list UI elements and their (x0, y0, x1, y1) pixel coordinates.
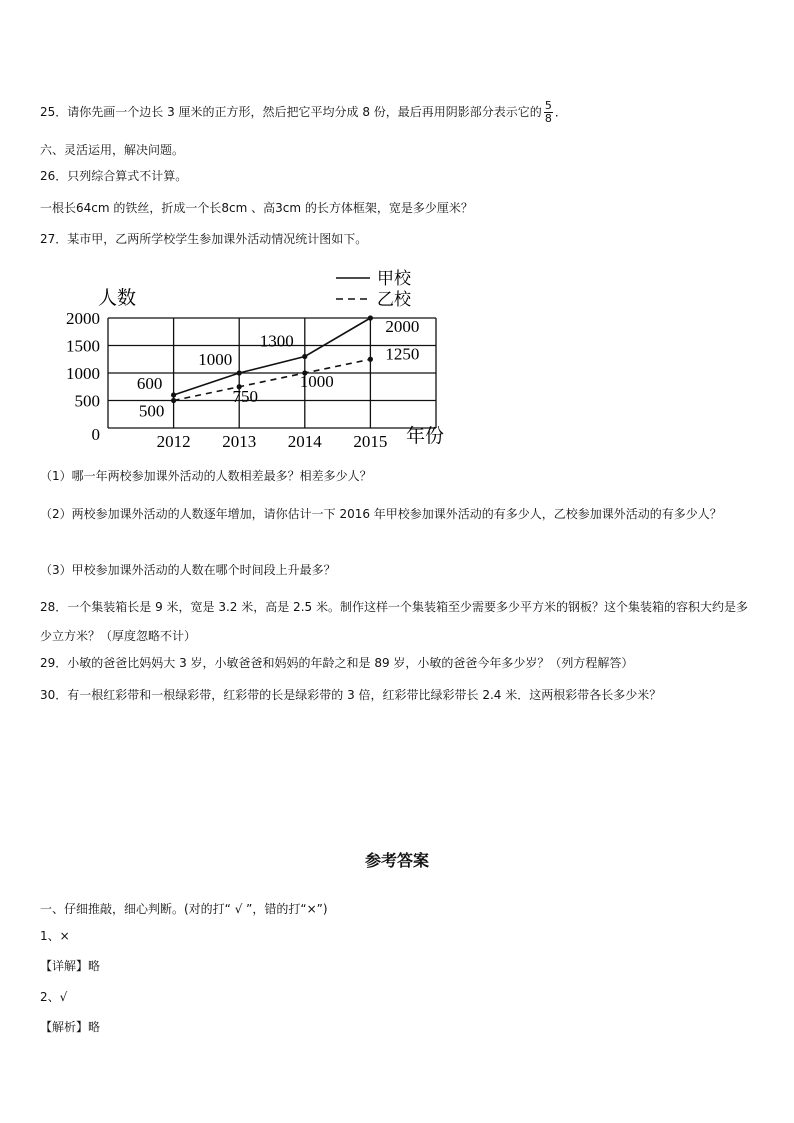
data-label: 500 (138, 401, 165, 421)
y-tick-label: 1000 (66, 364, 100, 383)
data-point (171, 392, 176, 397)
question-26-text: 一根长64cm 的铁丝，折成一个长8cm 、高3cm 的长方体框架，宽是多少厘米？ (40, 201, 473, 215)
x-axis-ticks (157, 432, 388, 451)
data-label: 750 (232, 386, 258, 406)
chart-legend (336, 269, 412, 309)
question-27-sub2: （2）两校参加课外活动的人数逐年增加，请你估计一下 2016 年甲校参加课外活动的有多少人，乙校参加课外活动的有多少人？ (40, 507, 722, 521)
answer-section-1: 一、仔细推敲，细心判断。(对的打“ √ ”，错的打“×”) (40, 902, 328, 916)
data-label: 600 (136, 374, 163, 393)
chart-series (137, 315, 420, 420)
data-label: 1300 (259, 331, 294, 351)
data-label: 1250 (385, 344, 420, 364)
x-tick-label: 2013 (222, 432, 257, 451)
y-tick-label: 0 (91, 425, 100, 444)
y-tick-label: 2000 (66, 309, 100, 328)
answer-1-detail: 【详解】略 (40, 959, 101, 973)
fraction-denominator: 8 (544, 112, 552, 125)
x-tick-label: 2012 (156, 432, 191, 451)
y-axis-label: 人数 (98, 288, 137, 309)
question-25 (40, 100, 567, 125)
y-axis-ticks (66, 309, 100, 444)
data-label: 1000 (198, 350, 233, 369)
data-point (368, 315, 373, 320)
legend-label: 甲校 (377, 269, 411, 288)
question-30: 30．有一根红彩带和一根绿彩带，红彩带的长是绿彩带的 3 倍，红彩带比绿彩带长 2.4 米．这两根彩带各长多少米？ (40, 688, 662, 702)
question-27-sub1: （1）哪一年两校参加课外活动的人数相差最多？相差多少人？ (40, 469, 372, 483)
y-tick-label: 500 (74, 391, 100, 411)
q25-text: 25．请你先画一个边长 3 厘米的正方形，然后把它平均分成 8 份，最后再用阴影部分表示它的 (40, 105, 542, 119)
data-label: 1000 (299, 372, 334, 391)
section-6-heading: 六、灵活运用，解决问题。 (40, 143, 185, 157)
line-chart (40, 262, 460, 452)
question-29: 29．小敏的爸爸比妈妈大 3 岁，小敏爸爸和妈妈的年龄之和是 89 岁，小敏的爸爸今年多少岁？（列方程解答） (40, 656, 634, 670)
answer-2: 2、√ (40, 990, 68, 1004)
fraction-numerator: 5 (544, 99, 552, 112)
answer-title: 参考答案 (364, 851, 429, 870)
question-27-sub3: （3）甲校参加课外活动的人数在哪个时间段上升最多？ (40, 563, 336, 577)
y-tick-label: 1500 (66, 336, 100, 356)
data-point (171, 398, 176, 403)
q25-text-end: ． (554, 105, 567, 119)
answer-1: 1、× (40, 929, 70, 943)
x-tick-label: 2014 (287, 432, 322, 451)
legend-label: 乙校 (377, 290, 411, 309)
question-27-intro: 27．某市甲，乙两所学校学生参加课外活动情况统计图如下。 (40, 232, 368, 246)
question-26-instruction: 26．只列综合算式不计算。 (40, 169, 188, 183)
data-point (368, 357, 373, 362)
x-axis-label: 年份 (406, 426, 445, 447)
data-point (302, 354, 307, 359)
data-label: 2000 (385, 317, 420, 336)
x-tick-label: 2015 (353, 432, 388, 451)
question-28: 28．一个集装箱长是 9 米，宽是 3.2 米，高是 2.5 米。制作这样一个集装箱至少需要多少平方米的钢板？这个集装箱的容积大约是多少立方米？（厚度忽略不计） (40, 600, 748, 643)
data-point (237, 370, 242, 375)
fraction (544, 100, 553, 125)
answer-2-detail: 【解析】略 (40, 1020, 101, 1034)
